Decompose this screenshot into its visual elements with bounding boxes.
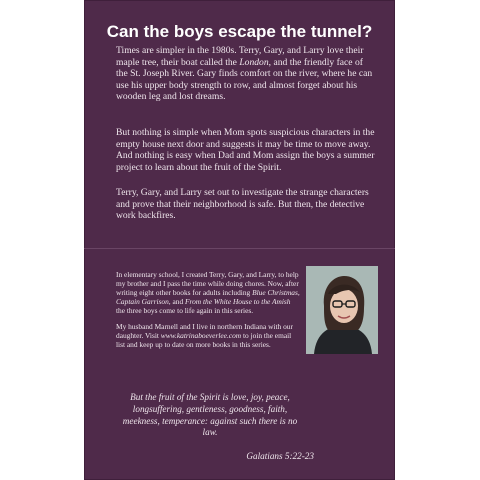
bio-p2-text-c: to join the email list and keep up to date on more books in this series. — [116, 331, 292, 349]
author-photo — [306, 266, 378, 354]
bio-p2-text-a: My husband Marnell and I live in northern Indiana with our daughter. Visit — [116, 322, 293, 340]
author-portrait-icon — [306, 266, 378, 354]
bio-p1-text-c: and — [170, 297, 185, 306]
blurb-p1-text-c: , and the friendly face of the St. Joseph River. Gary finds comfort on the river, where he can use his upper body strength to row, and almost forget about his wooden leg and lost dreams. — [116, 56, 373, 103]
author-website: www.katrinaboeverlee.com — [160, 331, 242, 340]
book-titles-1: Blue Christmas, Captain Garrison, — [116, 288, 300, 306]
blurb-paragraph-3: Terry, Gary, and Larry set out to investigate the strange characters and prove that their neighborhood is safe. But then, the detective work backfires. — [116, 187, 369, 222]
scripture-quote: But the fruit of the Spirit is love, joy, peace, longsuffering, gentleness, goodness, faith, meekness, temperance: against such there is no law. — [122, 392, 298, 438]
bio-p1-text-e: the three boys come to life again in this series. — [116, 306, 254, 315]
book-back-cover — [84, 0, 395, 480]
blurb-paragraph-2: But nothing is simple when Mom spots suspicious characters in the empty house next door and suggests it may be time to move away. And nothing is easy when Dad and Mom assign the boys a summer project to learn about the fruit of the Spirit. — [116, 127, 375, 173]
blurb-paragraph-1 — [116, 45, 375, 103]
blurb-p1-text-a: Times are simpler in the 1980s. Terry, Gary, and Larry love their maple tree, their boat called the — [116, 45, 364, 68]
scripture-reference: Galatians 5:22-23 — [246, 451, 314, 461]
bio-p1-text-a: In elementary school, I created Terry, Gary, and Larry, to help my brother and I pass the time while doing chores. Now, after writing eight other books for adults including — [116, 270, 299, 297]
section-divider — [84, 248, 395, 249]
book-title-2: From the White House to the Amish — [185, 297, 291, 306]
author-bio-paragraph-2 — [116, 322, 301, 349]
headline: Can the boys escape the tunnel? — [106, 22, 373, 41]
author-bio-paragraph-1 — [116, 270, 301, 315]
boat-name: London — [239, 56, 269, 68]
